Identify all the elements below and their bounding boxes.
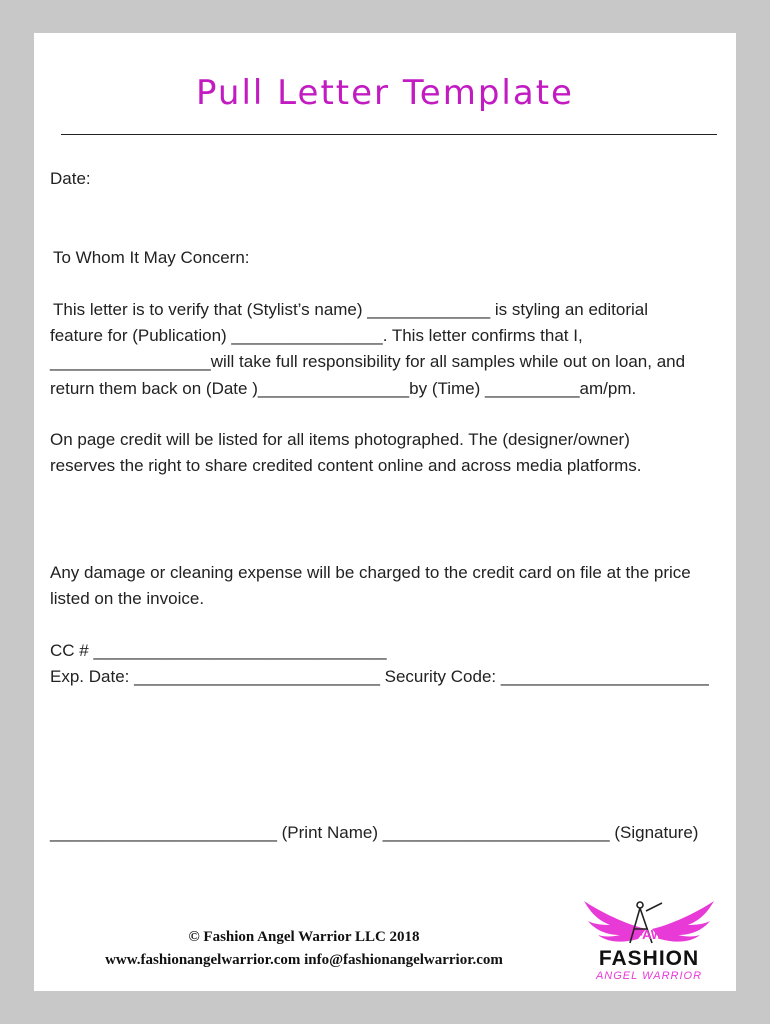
exp-security-field: Exp. Date: __________________________ Security Code: ______________________ [50,667,709,686]
logo-monogram: FAW [634,927,664,942]
fashion-angel-warrior-logo [580,899,718,983]
signature-field: ________________________ (Print Name) ________________________ (Signature) [50,823,699,842]
copyright-text: © Fashion Angel Warrior LLC 2018 [188,929,420,945]
body-line-4: return them back on (Date )________________by (Time) __________am/pm. [50,379,637,398]
logo-wordmark: FASHION [598,947,700,970]
contact-text: www.fashionangelwarrior.com info@fashionangelwarrior.com [105,952,503,968]
damage-line-2: listed on the invoice. [50,589,205,608]
letter-page [34,33,736,991]
page-title: Pull Letter Template [196,73,574,113]
date-label: Date: [50,169,91,188]
credit-line-1: On page credit will be listed for all items photographed. The (designer/owner) [50,430,630,449]
credit-line-2: reserves the right to share credited content online and across media platforms. [50,456,642,475]
cc-number-field: CC # _______________________________ [50,641,387,660]
title-divider [61,134,717,135]
damage-line-1: Any damage or cleaning expense will be charged to the credit card on file at the price [50,563,691,582]
body-line-3: _________________will take full responsibility for all samples while out on loan, and [50,352,686,371]
body-line-2: feature for (Publication) ________________. This letter confirms that I, [50,326,583,345]
body-line-1: This letter is to verify that (Stylist’s name) _____________ is styling an editorial [53,300,648,319]
salutation: To Whom It May Concern: [53,248,250,267]
logo-tagline: ANGEL WARRIOR [595,970,703,982]
